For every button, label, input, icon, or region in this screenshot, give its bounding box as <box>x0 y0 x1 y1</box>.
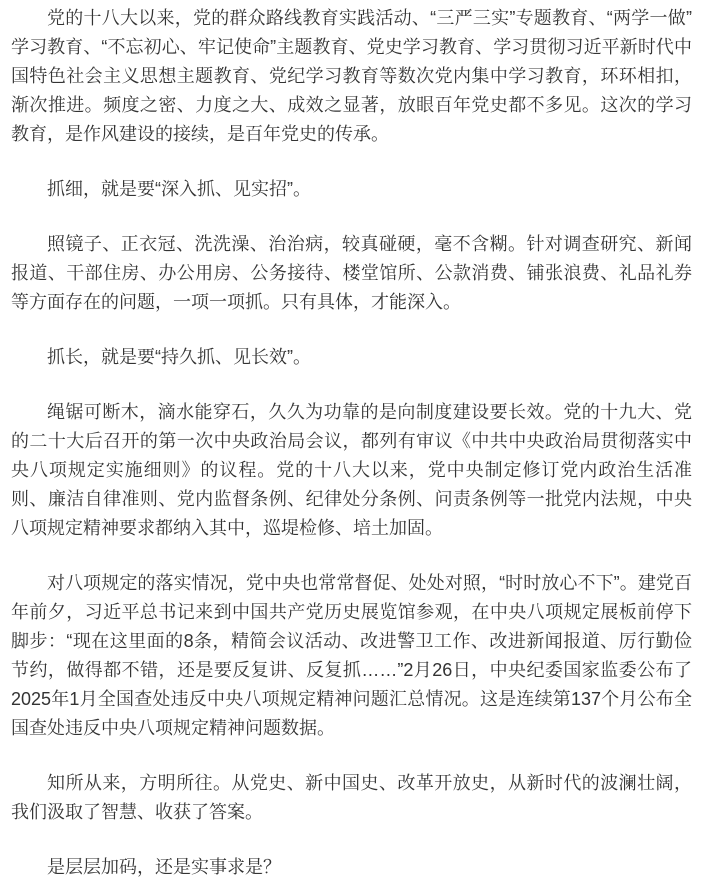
article-paragraph-5: 绳锯可断木，滴水能穿石，久久为功靠的是向制度建设要长效。党的十九大、党的二十大后召开的第一次中央政治局会议，都列有审议《中共中央政治局贯彻落实中央八项规定实施细则》的议程。党的十八大以来，党中央制定修订党内政治生活准则、廉洁自律准则、党内监督条例、纪律处分条例、问责条例等一批党内法规，中央八项规定精神要求都纳入其中，巡堤检修、培土加固。 <box>11 402 692 538</box>
article-paragraph-2: 抓细，就是要“深入抓、见实招”。 <box>47 179 311 199</box>
article-paragraph-8: 是层层加码，还是实事求是？ <box>47 857 281 877</box>
article-paragraph-7: 知所从来，方明所往。从党史、新中国史、改革开放史，从新时代的波澜壮阔，我们汲取了智慧、收获了答案。 <box>11 773 692 822</box>
article-paragraph-3: 照镜子、正衣冠、洗洗澡、治治病，较真碰硬，毫不含糊。针对调查研究、新闻报道、干部住房、办公用房、公务接待、楼堂馆所、公款消费、铺张浪费、礼品礼券等方面存在的问题，一项一项抓。只有具体，才能深入。 <box>11 234 692 312</box>
article-paragraph-6: 对八项规定的落实情况，党中央也常常督促、处处对照，“时时放心不下”。建党百年前夕，习近平总书记来到中国共产党历史展览馆参观，在中央八项规定展板前停下脚步：“现在这里面的8条，精简会议活动、改进警卫工作、改进新闻报道、厉行勤俭节约，做得都不错，还是要反复讲、反复抓……”2月26日，中央纪委国家监委公布了2025年1月全国查处违反中央八项规定精神问题汇总情况。这是连续第137个月公布全国查处违反中央八项规定精神问题数据。 <box>11 573 692 738</box>
article-paragraph-4: 抓长，就是要“持久抓、见长效”。 <box>47 347 311 367</box>
article-paragraph-1: 党的十八大以来，党的群众路线教育实践活动、“三严三实”专题教育、“两学一做”学习教育、“不忘初心、牢记使命”主题教育、党史学习教育、学习贯彻习近平新时代中国特色社会主义思想主题教育、党纪学习教育等数次党内集中学习教育，环环相扣，渐次推进。频度之密、力度之大、成效之显著，放眼百年党史都不多见。这次的学习教育，是作风建设的接续，是百年党史的传承。 <box>11 8 692 144</box>
